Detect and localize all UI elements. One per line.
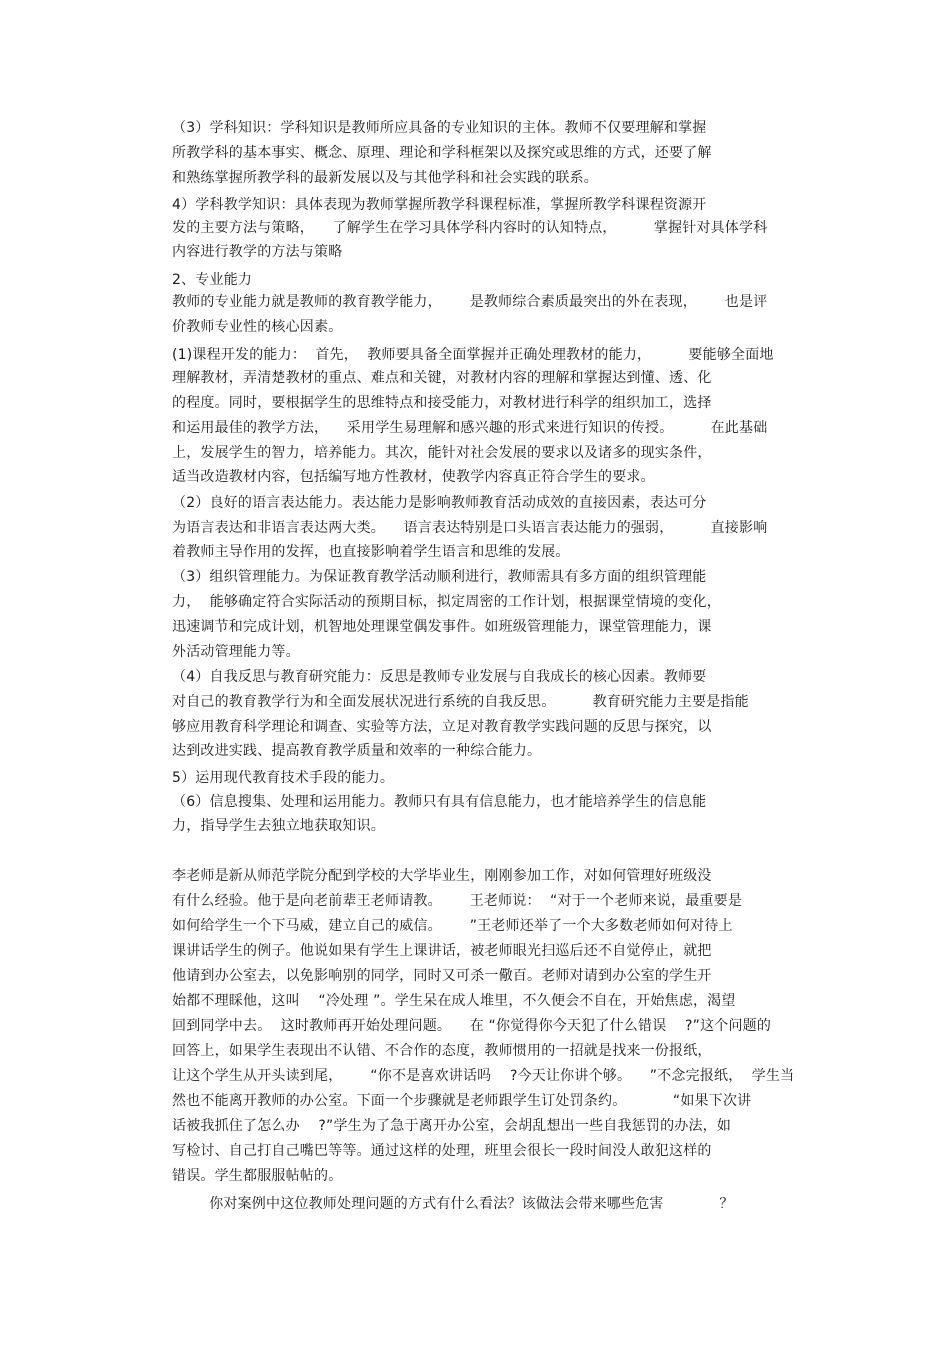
case-text-line: 错误。学生都服服帖帖的。 — [172, 1168, 343, 1184]
text-line: 着教师主导作用的发挥，也直接影响着学生语言和思维的发展。 — [172, 544, 570, 560]
text-line: 5）运用现代教育技术手段的能力。 — [172, 770, 395, 786]
case-text-line: 回到同学中去。 这时教师再开始处理问题。 在 “你觉得你今天犯了什么错误 ?”这个问题的 — [172, 1018, 772, 1034]
text-line: 适当改造教材内容，包括编写地方性教材，使教学内容真正符合学生的要求。 — [172, 469, 655, 485]
case-text-line: 话被我抓住了怎么办 ?”学生为了急于离开办公室，会胡乱想出一些自我惩罚的办法，如 — [172, 1118, 732, 1134]
text-line: （2）良好的语言表达能力。表达能力是影响教师教育活动成效的直接因素，表达可分 — [172, 495, 707, 511]
text-line: 价教师专业性的核心因素。 — [172, 319, 343, 335]
case-text-line: 然也不能离开教师的办公室。下面一个步骤就是老师跟学生订处罚条约。 “如果下次讲 — [172, 1093, 752, 1109]
text-line: (1)课程开发的能力： 首先， 教师要具备全面掌握并正确处理教材的能力， 要能够全面地 — [172, 347, 774, 363]
text-line: 理解教材，弄清楚教材的重点、难点和关键，对教材内容的理解和掌握达到懂、透、化 — [172, 370, 712, 386]
text-line: 力，指导学生去独立地获取知识。 — [172, 818, 385, 834]
text-line: 力， 能够确定符合实际活动的预期目标，拟定周密的工作计划，根据课堂情境的变化， — [172, 594, 721, 610]
text-line: （3）组织管理能力。为保证教育教学活动顺利进行，教师需具有多方面的组织管理能 — [172, 569, 707, 585]
case-text-line: 有什么经验。他于是向老前辈王老师请教。 王老师说： “对于一个老师来说，最重要是 — [172, 893, 743, 909]
case-text-line: 李老师是新从师范学院分配到学校的大学毕业生，刚刚参加工作，对如何管理好班级没 — [172, 868, 712, 884]
case-text-line: 始都不理睬他，这叫 “冷处理 ”。学生呆在成人堆里，不久便会不自在，开始焦虑，渴望 — [172, 993, 736, 1009]
case-text-line: 课讲话学生的例子。他说如果有学生上课讲话，被老师眼光扫巡后还不自觉停止，就把 — [172, 943, 712, 959]
text-line: 迅速调节和完成计划，机智地处理课堂偶发事件。如班级管理能力，课堂管理能力，课 — [172, 619, 712, 635]
text-line: 和运用最佳的教学方法， 采用学生易理解和感兴趣的形式来进行知识的传授。 在此基础 — [172, 420, 768, 436]
text-line: 所教学科的基本事实、概念、原理、理论和学科框架以及探究或思维的方式，还要了解 — [172, 145, 712, 161]
text-line: 够应用教育科学理论和调查、实验等方法，立足对教育教学实践问题的反思与探究，以 — [172, 719, 712, 735]
text-line: 的程度。同时，要根据学生的思维特点和接受能力，对教材进行科学的组织加工，选择 — [172, 395, 712, 411]
text-line: 达到改进实践、提高教育教学质量和效率的一种综合能力。 — [172, 743, 542, 759]
text-line: 教师的专业能力就是教师的教育教学能力， 是教师综合素质最突出的外在表现， 也是评 — [172, 294, 768, 310]
text-line: 为语言表达和非语言表达两大类。 语言表达特别是口头语言表达能力的强弱， 直接影响 — [172, 520, 768, 536]
question-line: 你对案例中这位教师处理问题的方式有什么看法？该做法会带来哪些危害 ？ — [172, 1196, 734, 1212]
text-line: 上，发展学生的智力，培养能力。其次，能针对社会发展的要求以及诸多的现实条件， — [172, 445, 712, 461]
case-text-line: 如何给学生一个下马威，建立自己的威信。 ”王老师还举了一个大多数老师如何对待上 — [172, 918, 733, 934]
text-line: 对自己的教育教学行为和全面发展状况进行系统的自我反思。 教育研究能力主要是指能 — [172, 694, 749, 710]
text-line: 和熟练掌握所教学科的最新发展以及与其他学科和社会实践的联系。 — [172, 170, 598, 186]
case-text-line: 写检讨、自己打自己嘴巴等等。通过这样的处理，班里会很长一段时间没人敢犯这样的 — [172, 1143, 712, 1159]
text-line: （4）自我反思与教育研究能力：反思是教师专业发展与自我成长的核心因素。教师要 — [172, 669, 707, 685]
text-line: （3）学科知识：学科知识是教师所应具备的专业知识的主体。教师不仅要理解和掌握 — [172, 120, 707, 136]
text-line: 发的主要方法与策略， 了解学生在学习具体学科内容时的认知特点， 掌握针对具体学科 — [172, 220, 768, 236]
section-heading: 2、专业能力 — [172, 272, 253, 288]
case-text-line: 回答上，如果学生表现出不认错、不合作的态度，教师惯用的一招就是找来一份报纸， — [172, 1043, 712, 1059]
text-line: 4）学科教学知识：具体表现为教师掌握所教学科课程标准，掌握所教学科课程资源开 — [172, 197, 707, 213]
case-text-line: 让这个学生从开头读到尾， “你不是喜欢讲话吗 ?今天让你讲个够。 ”不念完报纸， 学生当 — [172, 1068, 795, 1084]
text-line: 内容进行教学的方法与策略 — [172, 244, 343, 260]
case-text-line: 他请到办公室去，以免影响别的同学，同时又可杀一儆百。老师对请到办公室的学生开 — [172, 968, 712, 984]
text-line: （6）信息搜集、处理和运用能力。教师只有具有信息能力，也才能培养学生的信息能 — [172, 794, 707, 810]
text-line: 外活动管理能力等。 — [172, 644, 300, 660]
